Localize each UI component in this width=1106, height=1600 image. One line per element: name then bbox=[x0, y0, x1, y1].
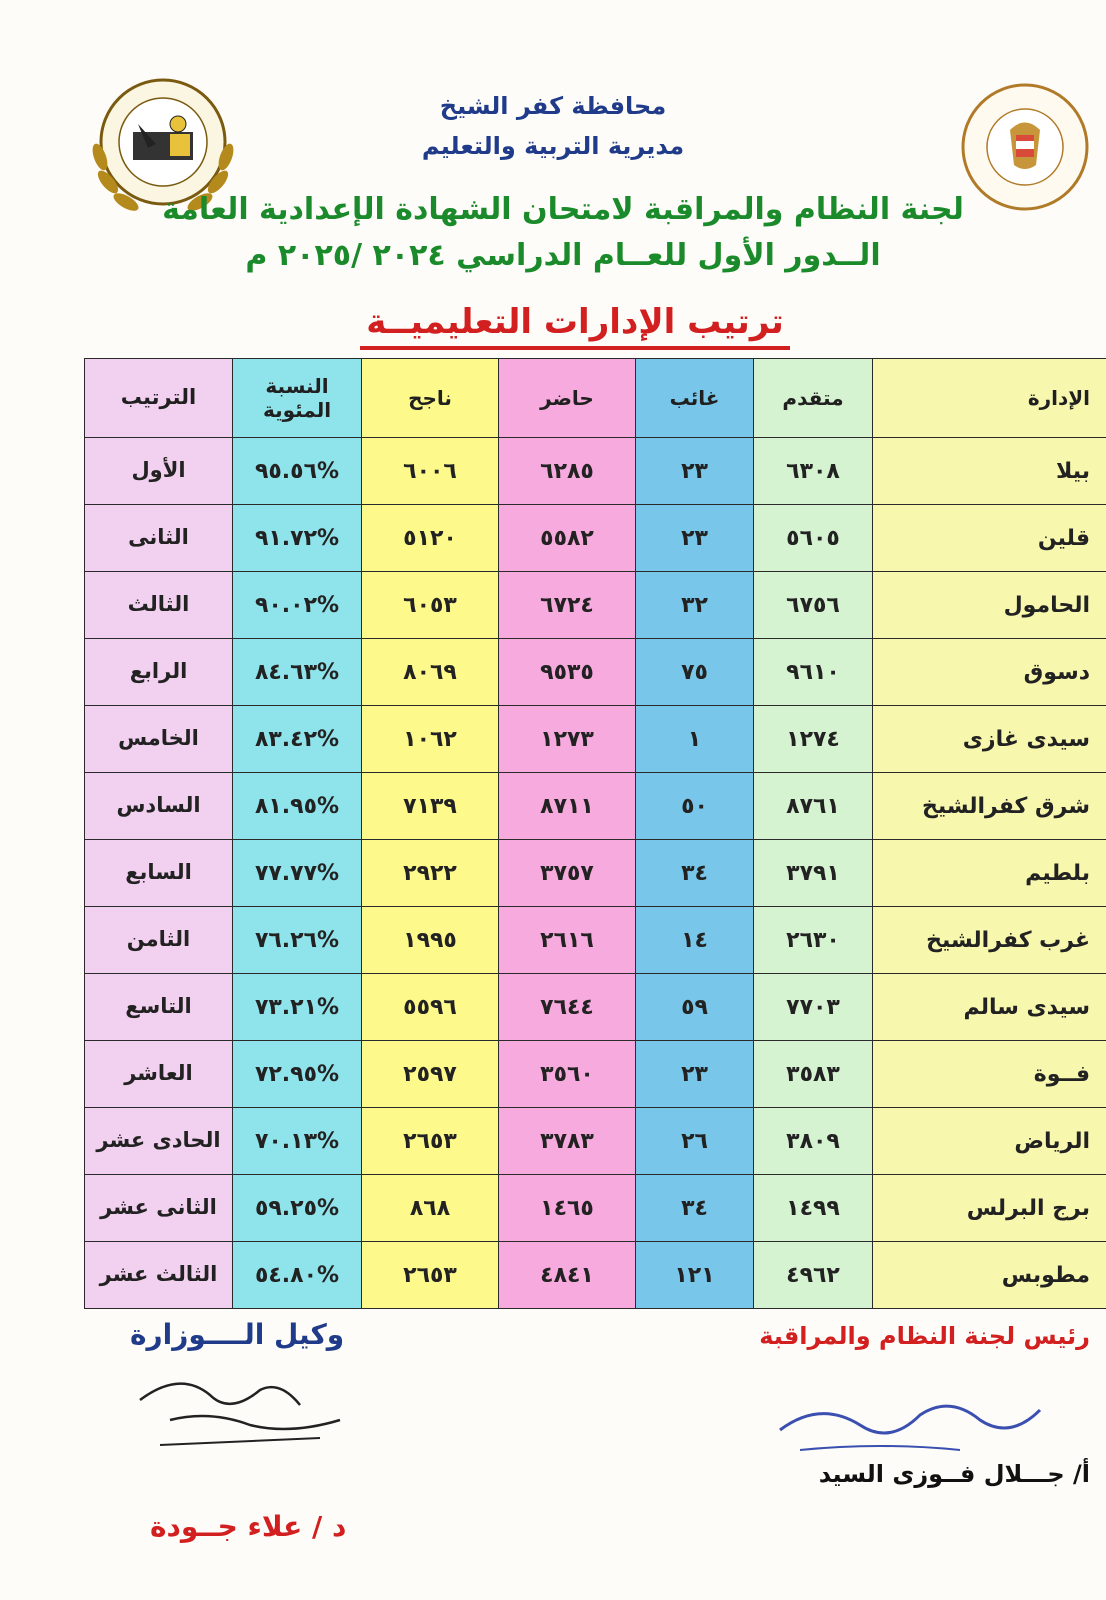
deputy-signature bbox=[120, 1360, 360, 1460]
deputy-minister-title: وكيل الــــوزارة bbox=[130, 1318, 345, 1351]
cell-present: ٦٧٢٤ bbox=[499, 572, 636, 639]
table-row bbox=[85, 639, 1106, 706]
table-row bbox=[85, 572, 1106, 639]
cell-present: ٢٦١٦ bbox=[499, 907, 636, 974]
cell-rank: الرابع bbox=[85, 639, 233, 706]
table-row bbox=[85, 1242, 1106, 1309]
cell-rank: الثالث عشر bbox=[85, 1242, 233, 1309]
cell-absent: ٢٣ bbox=[636, 1041, 754, 1108]
cell-passed: ٢٩٢٢ bbox=[362, 840, 499, 907]
cell-advanced: ٣٨٠٩ bbox=[754, 1108, 873, 1175]
cell-passed: ٢٦٥٣ bbox=[362, 1108, 499, 1175]
cell-percent: %٩٠.٠٢ bbox=[233, 572, 362, 639]
cell-rank: الأول bbox=[85, 438, 233, 505]
table-row bbox=[85, 1041, 1106, 1108]
cell-passed: ٥٥٩٦ bbox=[362, 974, 499, 1041]
cell-advanced: ٣٧٩١ bbox=[754, 840, 873, 907]
cell-admin: سيدى غازى bbox=[873, 706, 1106, 773]
cell-present: ٣٥٦٠ bbox=[499, 1041, 636, 1108]
cell-admin: مطوبس bbox=[873, 1242, 1106, 1309]
cell-rank: التاسع bbox=[85, 974, 233, 1041]
cell-present: ٦٢٨٥ bbox=[499, 438, 636, 505]
cell-absent: ٢٣ bbox=[636, 438, 754, 505]
cell-passed: ٧١٣٩ bbox=[362, 773, 499, 840]
cell-advanced: ٧٧٠٣ bbox=[754, 974, 873, 1041]
cell-present: ٥٥٨٢ bbox=[499, 505, 636, 572]
table-row bbox=[85, 773, 1106, 840]
cell-present: ٨٧١١ bbox=[499, 773, 636, 840]
table-row bbox=[85, 907, 1106, 974]
cell-absent: ١٢١ bbox=[636, 1242, 754, 1309]
cell-passed: ٦٠٥٣ bbox=[362, 572, 499, 639]
cell-percent: %٧٢.٩٥ bbox=[233, 1041, 362, 1108]
cell-present: ٣٧٨٣ bbox=[499, 1108, 636, 1175]
cell-present: ٣٧٥٧ bbox=[499, 840, 636, 907]
cell-advanced: ٦٣٠٨ bbox=[754, 438, 873, 505]
cell-admin: فــوة bbox=[873, 1041, 1106, 1108]
cell-percent: %٨١.٩٥ bbox=[233, 773, 362, 840]
cell-rank: الثانى عشر bbox=[85, 1175, 233, 1242]
cell-absent: ٥٠ bbox=[636, 773, 754, 840]
committee-chair-name: أ/ جـــلال فــوزى السيد bbox=[818, 1460, 1090, 1488]
cell-rank: الثالث bbox=[85, 572, 233, 639]
cell-admin: بلطيم bbox=[873, 840, 1106, 907]
cell-percent: %٨٤.٦٣ bbox=[233, 639, 362, 706]
cell-present: ١٢٧٣ bbox=[499, 706, 636, 773]
header-admin: الإدارة bbox=[873, 359, 1106, 438]
chair-signature bbox=[760, 1380, 1060, 1460]
ranking-title: ترتيب الإدارات التعليميــة bbox=[366, 302, 784, 342]
cell-admin: بيلا bbox=[873, 438, 1106, 505]
cell-passed: ٦٠٠٦ bbox=[362, 438, 499, 505]
cell-present: ١٤٦٥ bbox=[499, 1175, 636, 1242]
cell-rank: الثامن bbox=[85, 907, 233, 974]
cell-rank: الحادى عشر bbox=[85, 1108, 233, 1175]
table-header-row bbox=[85, 359, 1106, 438]
cell-absent: ٣٤ bbox=[636, 1175, 754, 1242]
cell-passed: ١٩٩٥ bbox=[362, 907, 499, 974]
cell-rank: السادس bbox=[85, 773, 233, 840]
header-present: حاضر bbox=[499, 359, 636, 438]
cell-rank: العاشر bbox=[85, 1041, 233, 1108]
committee-chair-title: رئيس لجنة النظام والمراقبة bbox=[759, 1322, 1090, 1350]
cell-admin: الرياض bbox=[873, 1108, 1106, 1175]
cell-admin: شرق كفرالشيخ bbox=[873, 773, 1106, 840]
table-row bbox=[85, 505, 1106, 572]
cell-percent: %٧٦.٢٦ bbox=[233, 907, 362, 974]
ranking-table bbox=[84, 358, 1106, 1309]
cell-admin: سيدى سالم bbox=[873, 974, 1106, 1041]
cell-advanced: ١٢٧٤ bbox=[754, 706, 873, 773]
cell-admin: قلين bbox=[873, 505, 1106, 572]
cell-percent: %٩٥.٥٦ bbox=[233, 438, 362, 505]
cell-advanced: ٦٧٥٦ bbox=[754, 572, 873, 639]
cell-admin: الحامول bbox=[873, 572, 1106, 639]
cell-passed: ٢٥٩٧ bbox=[362, 1041, 499, 1108]
cell-absent: ٢٦ bbox=[636, 1108, 754, 1175]
cell-passed: ٢٦٥٣ bbox=[362, 1242, 499, 1309]
cell-percent: %٥٩.٢٥ bbox=[233, 1175, 362, 1242]
cell-percent: %٩١.٧٢ bbox=[233, 505, 362, 572]
table-row bbox=[85, 974, 1106, 1041]
cell-percent: %٧٣.٢١ bbox=[233, 974, 362, 1041]
header-rank: الترتيب bbox=[85, 359, 233, 438]
header-advanced: متقدم bbox=[754, 359, 873, 438]
cell-admin: غرب كفرالشيخ bbox=[873, 907, 1106, 974]
cell-advanced: ٥٦٠٥ bbox=[754, 505, 873, 572]
cell-percent: %٥٤.٨٠ bbox=[233, 1242, 362, 1309]
governorate-name: محافظة كفر الشيخ bbox=[439, 92, 667, 120]
cell-present: ٤٨٤١ bbox=[499, 1242, 636, 1309]
ranking-title-underline bbox=[360, 346, 790, 350]
table-row bbox=[85, 438, 1106, 505]
cell-absent: ٧٥ bbox=[636, 639, 754, 706]
cell-advanced: ٣٥٨٣ bbox=[754, 1041, 873, 1108]
table-row bbox=[85, 706, 1106, 773]
exam-round: الــدور الأول للعــام الدراسي ٢٠٢٤ /٢٠٢٥ م bbox=[245, 238, 881, 273]
cell-advanced: ٨٧٦١ bbox=[754, 773, 873, 840]
header-absent: غائب bbox=[636, 359, 754, 438]
cell-passed: ٥١٢٠ bbox=[362, 505, 499, 572]
cell-absent: ٣٤ bbox=[636, 840, 754, 907]
header-percent: النسبة المئوية bbox=[233, 359, 362, 438]
cell-rank: الخامس bbox=[85, 706, 233, 773]
cell-present: ٧٦٤٤ bbox=[499, 974, 636, 1041]
cell-advanced: ١٤٩٩ bbox=[754, 1175, 873, 1242]
committee-title: لجنة النظام والمراقبة لامتحان الشهادة الإعدادية العامة bbox=[162, 192, 964, 227]
cell-absent: ١٤ bbox=[636, 907, 754, 974]
cell-advanced: ٢٦٣٠ bbox=[754, 907, 873, 974]
cell-rank: الثانى bbox=[85, 505, 233, 572]
cell-passed: ٨٠٦٩ bbox=[362, 639, 499, 706]
cell-absent: ٥٩ bbox=[636, 974, 754, 1041]
cell-passed: ١٠٦٢ bbox=[362, 706, 499, 773]
cell-absent: ١ bbox=[636, 706, 754, 773]
cell-absent: ٢٣ bbox=[636, 505, 754, 572]
cell-advanced: ٩٦١٠ bbox=[754, 639, 873, 706]
cell-absent: ٣٢ bbox=[636, 572, 754, 639]
cell-present: ٩٥٣٥ bbox=[499, 639, 636, 706]
table-row bbox=[85, 1175, 1106, 1242]
cell-admin: برج البرلس bbox=[873, 1175, 1106, 1242]
header-passed: ناجح bbox=[362, 359, 499, 438]
directorate-name: مديرية التربية والتعليم bbox=[421, 132, 685, 160]
cell-rank: السابع bbox=[85, 840, 233, 907]
cell-percent: %٨٣.٤٢ bbox=[233, 706, 362, 773]
cell-admin: دسوق bbox=[873, 639, 1106, 706]
cell-passed: ٨٦٨ bbox=[362, 1175, 499, 1242]
table-row bbox=[85, 1108, 1106, 1175]
cell-percent: %٧٧.٧٧ bbox=[233, 840, 362, 907]
deputy-minister-name: د / علاء جــودة bbox=[150, 1510, 347, 1543]
table-row bbox=[85, 840, 1106, 907]
cell-advanced: ٤٩٦٢ bbox=[754, 1242, 873, 1309]
cell-percent: %٧٠.١٣ bbox=[233, 1108, 362, 1175]
